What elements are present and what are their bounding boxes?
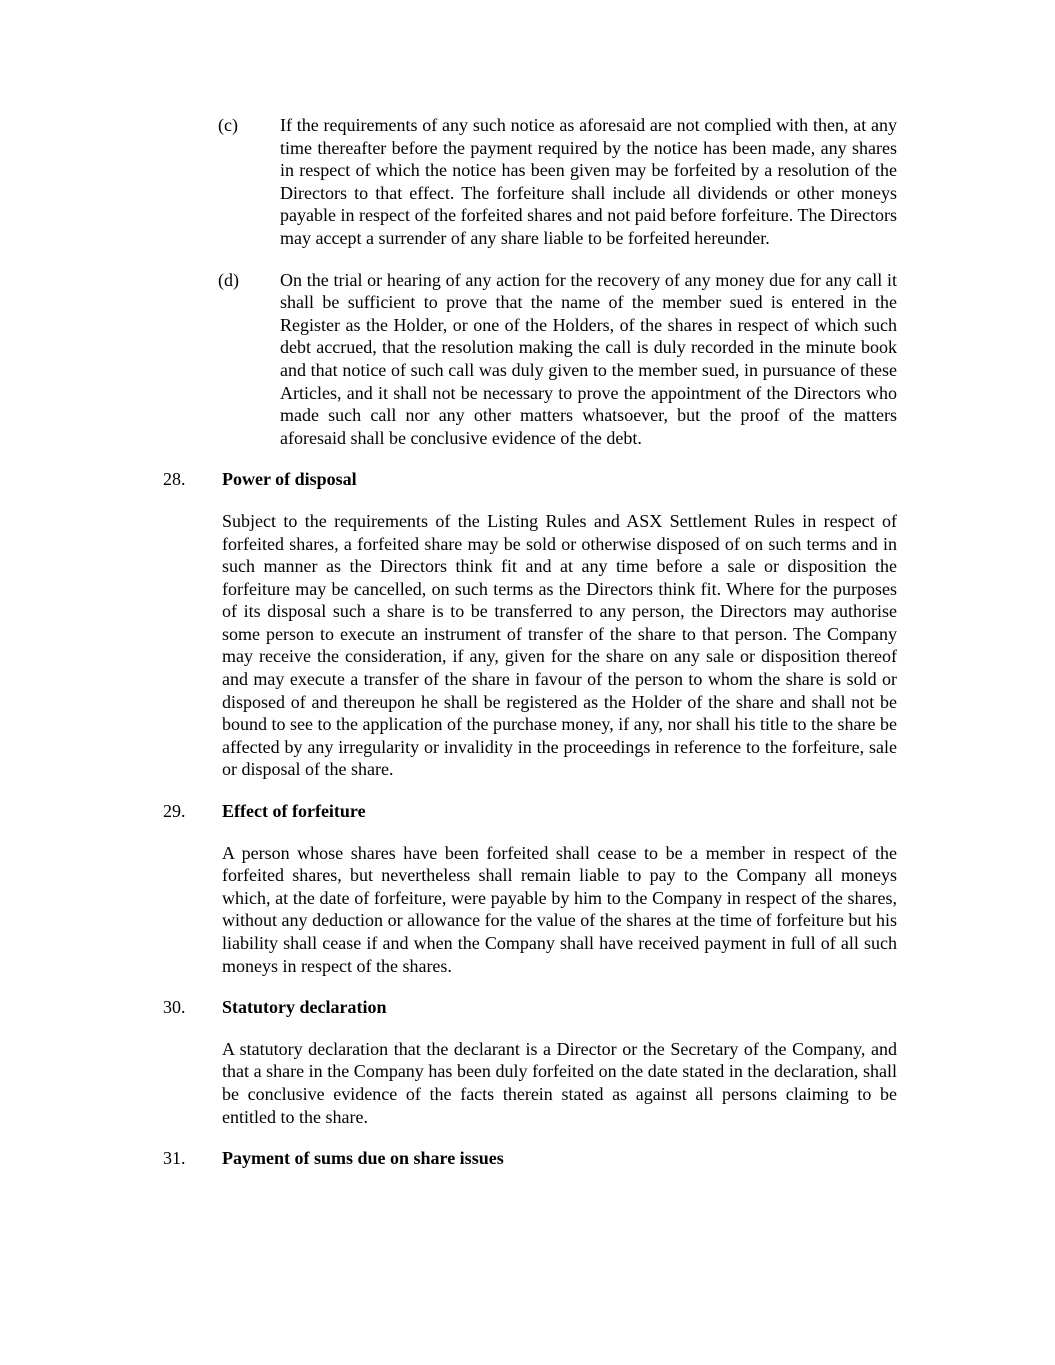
subclause-d-label: (d): [218, 269, 239, 290]
subclause-d-text: On the trial or hearing of any action for the recovery of any money due for any call it shall be sufficient to prove that the name of the member sued is entered in the Register as the Holder, or one of the Holders, of the shares in respect of which such debt accrued, that the resolution making the call is duly recorded in the minute book and that notice of such call was duly given to the member sued, in pursuance of these Articles, and it shall not be necessary to prove the appointment of the Directors who made such call nor any other matters whatsoever, but the proof of the matters aforesaid shall be conclusive evidence of the debt.: [280, 269, 897, 448]
subclause-c-text: If the requirements of any such notice as aforesaid are not complied with then, at any time thereafter before the payment required by the notice has been made, any shares in respect of which the notice has been given may be forfeited by a resolution of the Directors to that effect. The forfeiture shall include all dividends or other moneys payable in respect of the forfeited shares and not paid before forfeiture. The Directors may accept a surrender of any share liable to be forfeited hereunder.: [280, 115, 897, 248]
section-30-body: A statutory declaration that the declarant is a Director or the Secretary of the Company, and that a share in the Company has been duly forfeited on the date stated in the declaration, shall be conclusive evidence of the facts therein stated as against all persons claiming to be entitled to the share.: [222, 1038, 897, 1127]
subclause-d: [218, 269, 897, 450]
section-30: [163, 996, 897, 1128]
section-28: [163, 468, 897, 781]
subclause-c: [218, 114, 897, 250]
section-30-content: [222, 996, 897, 1128]
subclause-c-label: (c): [218, 115, 238, 135]
section-31-content: [222, 1147, 897, 1189]
section-29-number: 29.: [163, 801, 186, 822]
section-29: [163, 800, 897, 977]
section-31-heading: Payment of sums due on share issues: [222, 1148, 504, 1169]
section-30-number: 30.: [163, 997, 186, 1018]
section-28-body: Subject to the requirements of the Listing Rules and ASX Settlement Rules in respect of forfeited shares, a forfeited share may be sold or otherwise disposed of on such terms and in such manner as the Directors think fit and at any time before a sale or disposition the forfeiture may be cancelled, on such terms as the Directors think fit. Where for the purposes of its disposal such a share is to be transferred to any person, the Directors may authorise some person to execute an instrument of transfer of the share to that person. The Company may receive the consideration, if any, given for the share on any sale or disposition thereof and may execute a transfer of the share in favour of the person to whom the share is sold or disposed of and thereupon he shall be registered as the Holder of the share and shall not be bound to see to the application of the purchase money, if any, nor shall his title to the share be affected by any irregularity or invalidity in the proceedings in reference to the forfeiture, sale or disposal of the share.: [222, 510, 897, 780]
section-29-body: A person whose shares have been forfeited shall cease to be a member in respect of the forfeited shares, but nevertheless shall remain liable to pay to the Company all moneys which, at the date of forfeiture, were payable by him to the Company in respect of the shares, without any deduction or allowance for the value of the shares at the time of forfeiture but his liability shall cease if and when the Company shall have received payment in full of all such moneys in respect of the shares.: [222, 842, 897, 976]
section-28-content: [222, 468, 897, 781]
section-29-content: [222, 800, 897, 977]
section-28-heading: Power of disposal: [222, 469, 357, 490]
section-31-number: 31.: [163, 1148, 186, 1169]
section-29-heading: Effect of forfeiture: [222, 801, 366, 822]
section-31: [163, 1147, 897, 1189]
section-30-heading: Statutory declaration: [222, 997, 387, 1018]
section-28-number: 28.: [163, 469, 186, 490]
